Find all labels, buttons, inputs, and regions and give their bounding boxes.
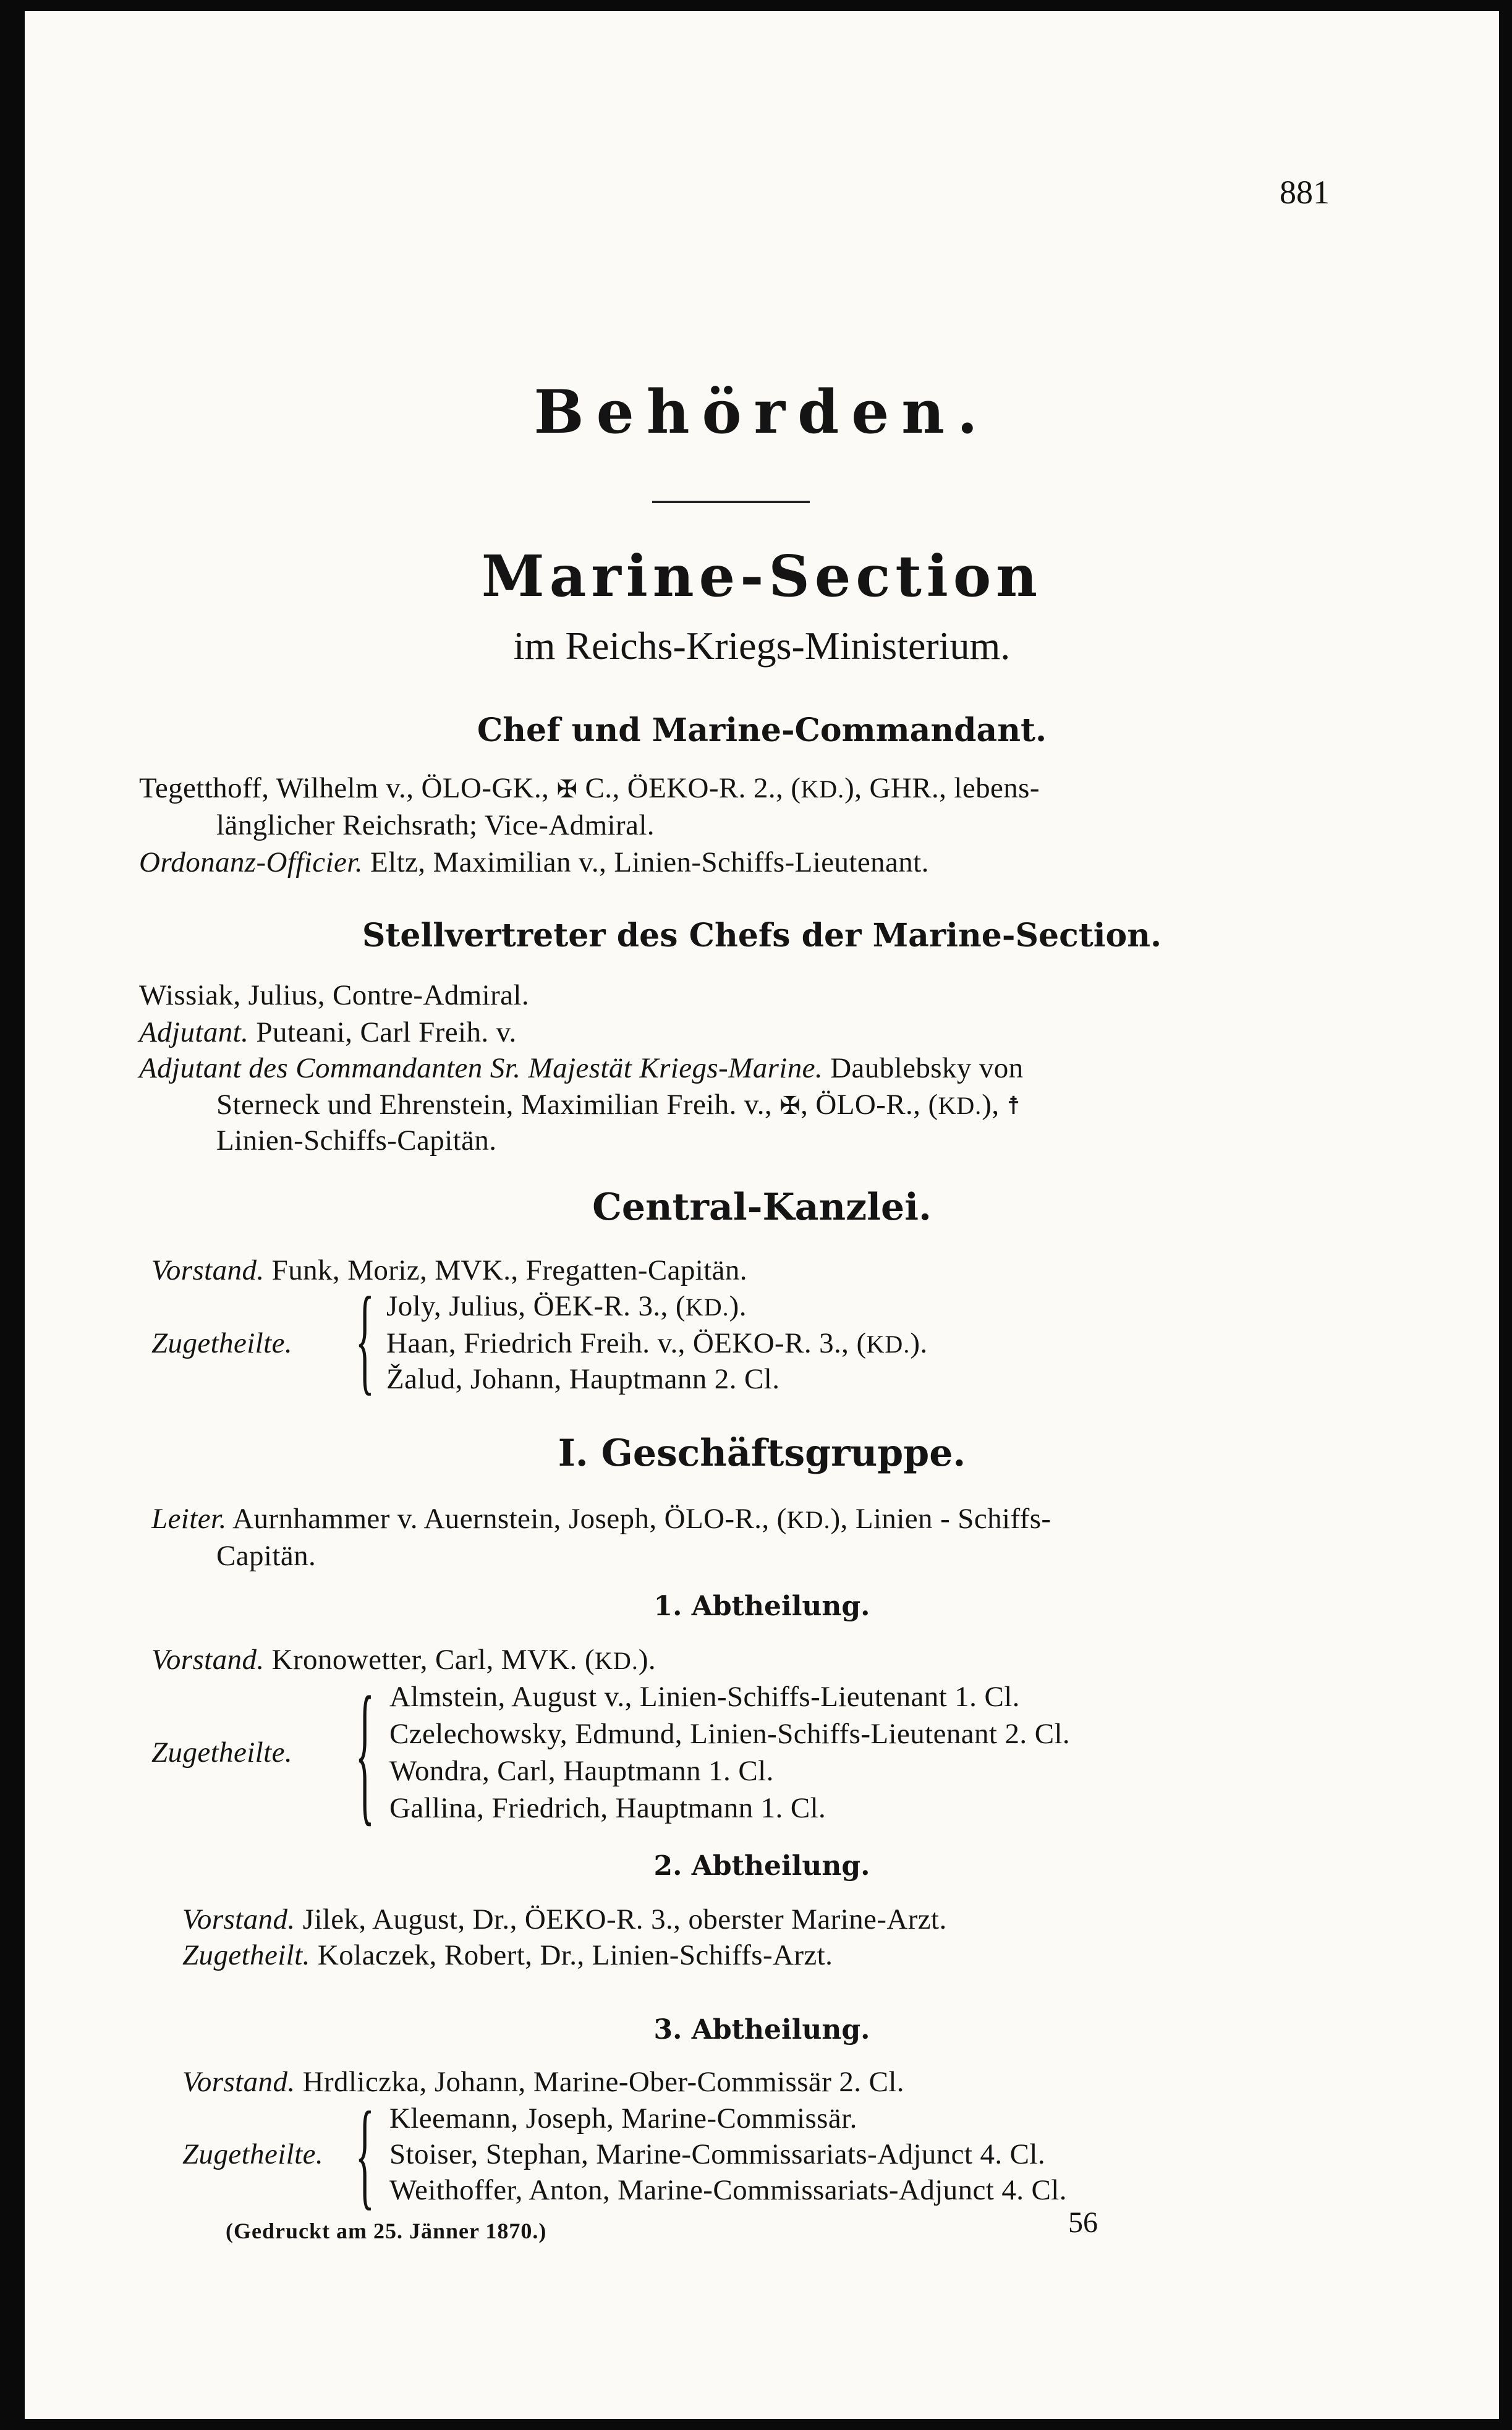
abtheilung3-member-1: Stoiser, Stephan, Marine-Commissariats-Adjunct 4. Cl. xyxy=(389,2138,1046,2170)
central-kanzlei-member-0: Joly, Julius, ÖEK-R. 3., (KD.). xyxy=(386,1290,747,1322)
central-kanzlei-brace: { xyxy=(355,1272,375,1406)
crossed-swords-order-icon: ✠ xyxy=(556,775,578,803)
abtheilung1-member-1: Czelechowsky, Edmund, Linien-Schiffs-Lieutenant 2. Cl. xyxy=(389,1718,1071,1750)
abtheilung1-zugetheilte-label: Zugetheilte. xyxy=(151,1736,293,1769)
abtheilung1-member-3: Gallina, Friedrich, Hauptmann 1. Cl. xyxy=(389,1792,826,1824)
abtheilung1-brace: { xyxy=(355,1664,375,1840)
abtheilung3-member-2: Weithoffer, Anton, Marine-Commissariats-Adjunct 4. Cl. xyxy=(389,2174,1067,2206)
crossed-swords-order-icon: ✠ xyxy=(779,1092,801,1119)
page-text xyxy=(25,11,1499,2419)
abtheilung3-heading: 3. Abtheilung. xyxy=(653,2014,870,2046)
section-title: Marine-Section xyxy=(481,543,1043,610)
gruppe-heading: I. Geschäftsgruppe. xyxy=(558,1432,966,1475)
abtheilung1-heading: 1. Abtheilung. xyxy=(653,1591,870,1622)
abtheilung1-member-0: Almstein, August v., Linien-Schiffs-Lieutenant 1. Cl. xyxy=(389,1681,1020,1713)
abtheilung2-heading: 2. Abtheilung. xyxy=(653,1850,870,1882)
stellvertreter-line-1: Wissiak, Julius, Contre-Admiral. xyxy=(139,979,529,1011)
abtheilung3-member-0: Kleemann, Joseph, Marine-Commissär. xyxy=(389,2102,857,2135)
stellvertreter-adjutant: Adjutant. Puteani, Carl Freih. v. xyxy=(139,1016,517,1048)
central-kanzlei-vorstand: Vorstand. Funk, Moriz, MVK., Fregatten-Capitän. xyxy=(151,1254,747,1286)
chef-heading: Chef und Marine-Commandant. xyxy=(477,712,1047,749)
abtheilung2-vorstand: Vorstand. Jilek, August, Dr., ÖEKO-R. 3., oberster Marine-Arzt. xyxy=(182,1903,947,1935)
document-page xyxy=(25,11,1499,2419)
anchor-cross-icon: ☨ xyxy=(1006,1092,1021,1119)
abtheilung2-zugetheilt: Zugetheilt. Kolaczek, Robert, Dr., Linien-Schiffs-Arzt. xyxy=(182,1939,833,1971)
abtheilung1-member-2: Wondra, Carl, Hauptmann 1. Cl. xyxy=(389,1755,774,1787)
print-date: (Gedruckt am 25. Jänner 1870.) xyxy=(226,2219,547,2243)
central-kanzlei-zugetheilte-label: Zugetheilte. xyxy=(151,1327,293,1359)
chef-line-2: länglicher Reichsrath; Vice-Admiral. xyxy=(216,809,655,841)
section-subtitle: im Reichs-Kriegs-Ministerium. xyxy=(513,624,1011,668)
abtheilung3-brace: { xyxy=(355,2086,375,2221)
abtheilung3-vorstand: Vorstand. Hrdliczka, Johann, Marine-Ober-Commissär 2. Cl. xyxy=(182,2066,904,2098)
central-kanzlei-heading: Central-Kanzlei. xyxy=(592,1186,932,1229)
central-kanzlei-member-2: Žalud, Johann, Hauptmann 2. Cl. xyxy=(386,1363,780,1395)
stellvertreter-heading: Stellvertreter des Chefs der Marine-Section. xyxy=(362,917,1162,954)
abtheilung1-vorstand: Vorstand. Kronowetter, Carl, MVK. (KD.). xyxy=(151,1644,656,1676)
chef-line-1: Tegetthoff, Wilhelm v., ÖLO-GK., ✠ C., ÖEKO-R. 2., (KD.), GHR., lebens- xyxy=(139,772,1040,804)
central-kanzlei-member-1: Haan, Friedrich Freih. v., ÖEKO-R. 3., (KD.). xyxy=(386,1327,928,1359)
page-title: Behörden. xyxy=(533,377,990,447)
gruppe-leiter-line-2: Capitän. xyxy=(216,1540,316,1572)
abtheilung3-zugetheilte-label: Zugetheilte. xyxy=(182,2138,324,2170)
stellvertreter-line-5: Linien-Schiffs-Capitän. xyxy=(216,1124,497,1157)
stellvertreter-line-4: Sterneck und Ehrenstein, Maximilian Freih. v., ✠, ÖLO-R., (KD.), ☨ xyxy=(216,1089,1021,1121)
page-number: 881 xyxy=(1280,174,1330,211)
title-divider xyxy=(652,501,810,503)
stellvertreter-adj-cmd: Adjutant des Commandanten Sr. Majestät Kriegs-Marine. Daublebsky von xyxy=(139,1052,1024,1084)
chef-ordonanz: Ordonanz-Officier. Eltz, Maximilian v., Linien-Schiffs-Lieutenant. xyxy=(139,846,929,878)
gruppe-leiter: Leiter. Aurnhammer v. Auernstein, Joseph, ÖLO-R., (KD.), Linien - Schiffs- xyxy=(151,1503,1051,1535)
signature-mark: 56 xyxy=(1068,2206,1098,2239)
